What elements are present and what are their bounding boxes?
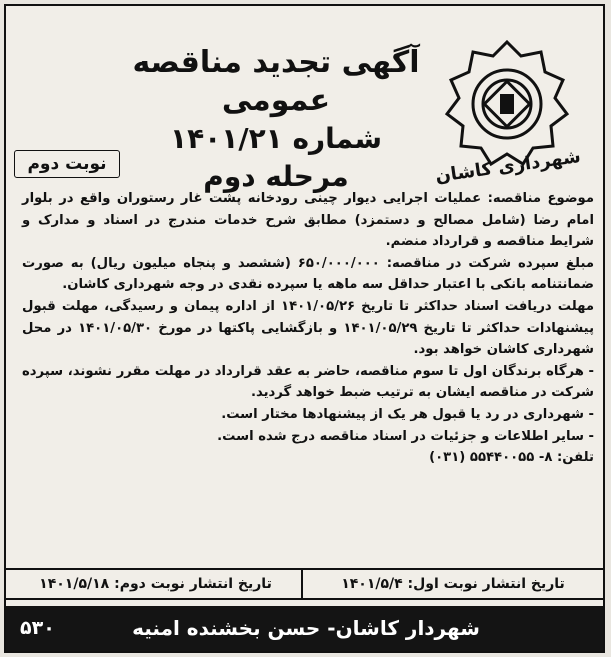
title-number: شماره ۱۴۰۱/۲۱	[170, 122, 382, 155]
advertisement-body	[22, 188, 594, 469]
title-main: آگهی تجدید مناقصه عمومی	[132, 45, 420, 118]
signature-bar	[6, 606, 603, 651]
deposit-amount: مبلغ سپرده شرکت در مناقصه: ۶۵۰/۰۰۰/۰۰۰ (ششصد و پنجاه میلیون ریال) به صورت ضمانتنامه بانکی با اعتبار حداقل سه ماهه یا سپرده نقدی در وجه شهرداری کاشان.	[22, 255, 594, 293]
publication-round-badge: نوبت دوم	[14, 150, 120, 178]
advertisement-frame	[4, 4, 605, 653]
tender-subject: موضوع مناقصه: عملیات اجرایی دیوار چینی رودخانه پشت غار رستوران واقع در بلوار امام رضا (شامل مصالح و دستمزد) مطابق شرح خدمات مندرج در اسناد و مدارک و شرایط مناقصه و قرارداد منضم.	[22, 191, 594, 250]
winners-clause: - هرگاه برندگان اول تا سوم مناقصه، حاضر به عقد قرارداد در مهلت مقرر نشوند، سپرده شرکت در مناقصه ایشان به ترتیب ضبط خواهد گردید.	[22, 363, 594, 401]
first-publish-date: تاریخ انتشار نوبت اول: ۱۴۰۱/۵/۴	[301, 570, 603, 598]
logo-text: شهرداری کاشان	[434, 145, 582, 188]
ad-code: ۵۳۰	[20, 617, 55, 639]
publish-dates-row	[6, 568, 603, 600]
deadlines: مهلت دریافت اسناد حداکثر تا تاریخ ۱۴۰۱/۰۵/۲۶ از اداره پیمان و رسیدگی، مهلت قبول پیشنهادات حداکثر تا تاریخ ۱۴۰۱/۰۵/۲۹ و بازگشایی پاکتها در مورخ ۱۴۰۱/۰۵/۳۰ در محل شهرداری کاشان خواهد بود.	[22, 298, 595, 358]
details-clause: - سایر اطلاعات و جزئیات در اسناد مناقصه درج شده است.	[217, 428, 594, 444]
header	[6, 6, 603, 193]
rejection-clause: - شهرداری در رد یا قبول هر یک از پیشنهادها مختار است.	[221, 406, 594, 422]
mayor-signature: شهردار کاشان- حسن بخشنده امنیه	[132, 616, 480, 640]
phone-number: تلفن: ۸- ۵۵۴۴۰۰۵۵ (۰۳۱)	[429, 450, 594, 466]
title-block	[76, 44, 476, 196]
title-stage: مرحله دوم	[203, 160, 349, 193]
second-publish-date: تاریخ انتشار نوبت دوم: ۱۴۰۱/۵/۱۸	[39, 576, 272, 592]
